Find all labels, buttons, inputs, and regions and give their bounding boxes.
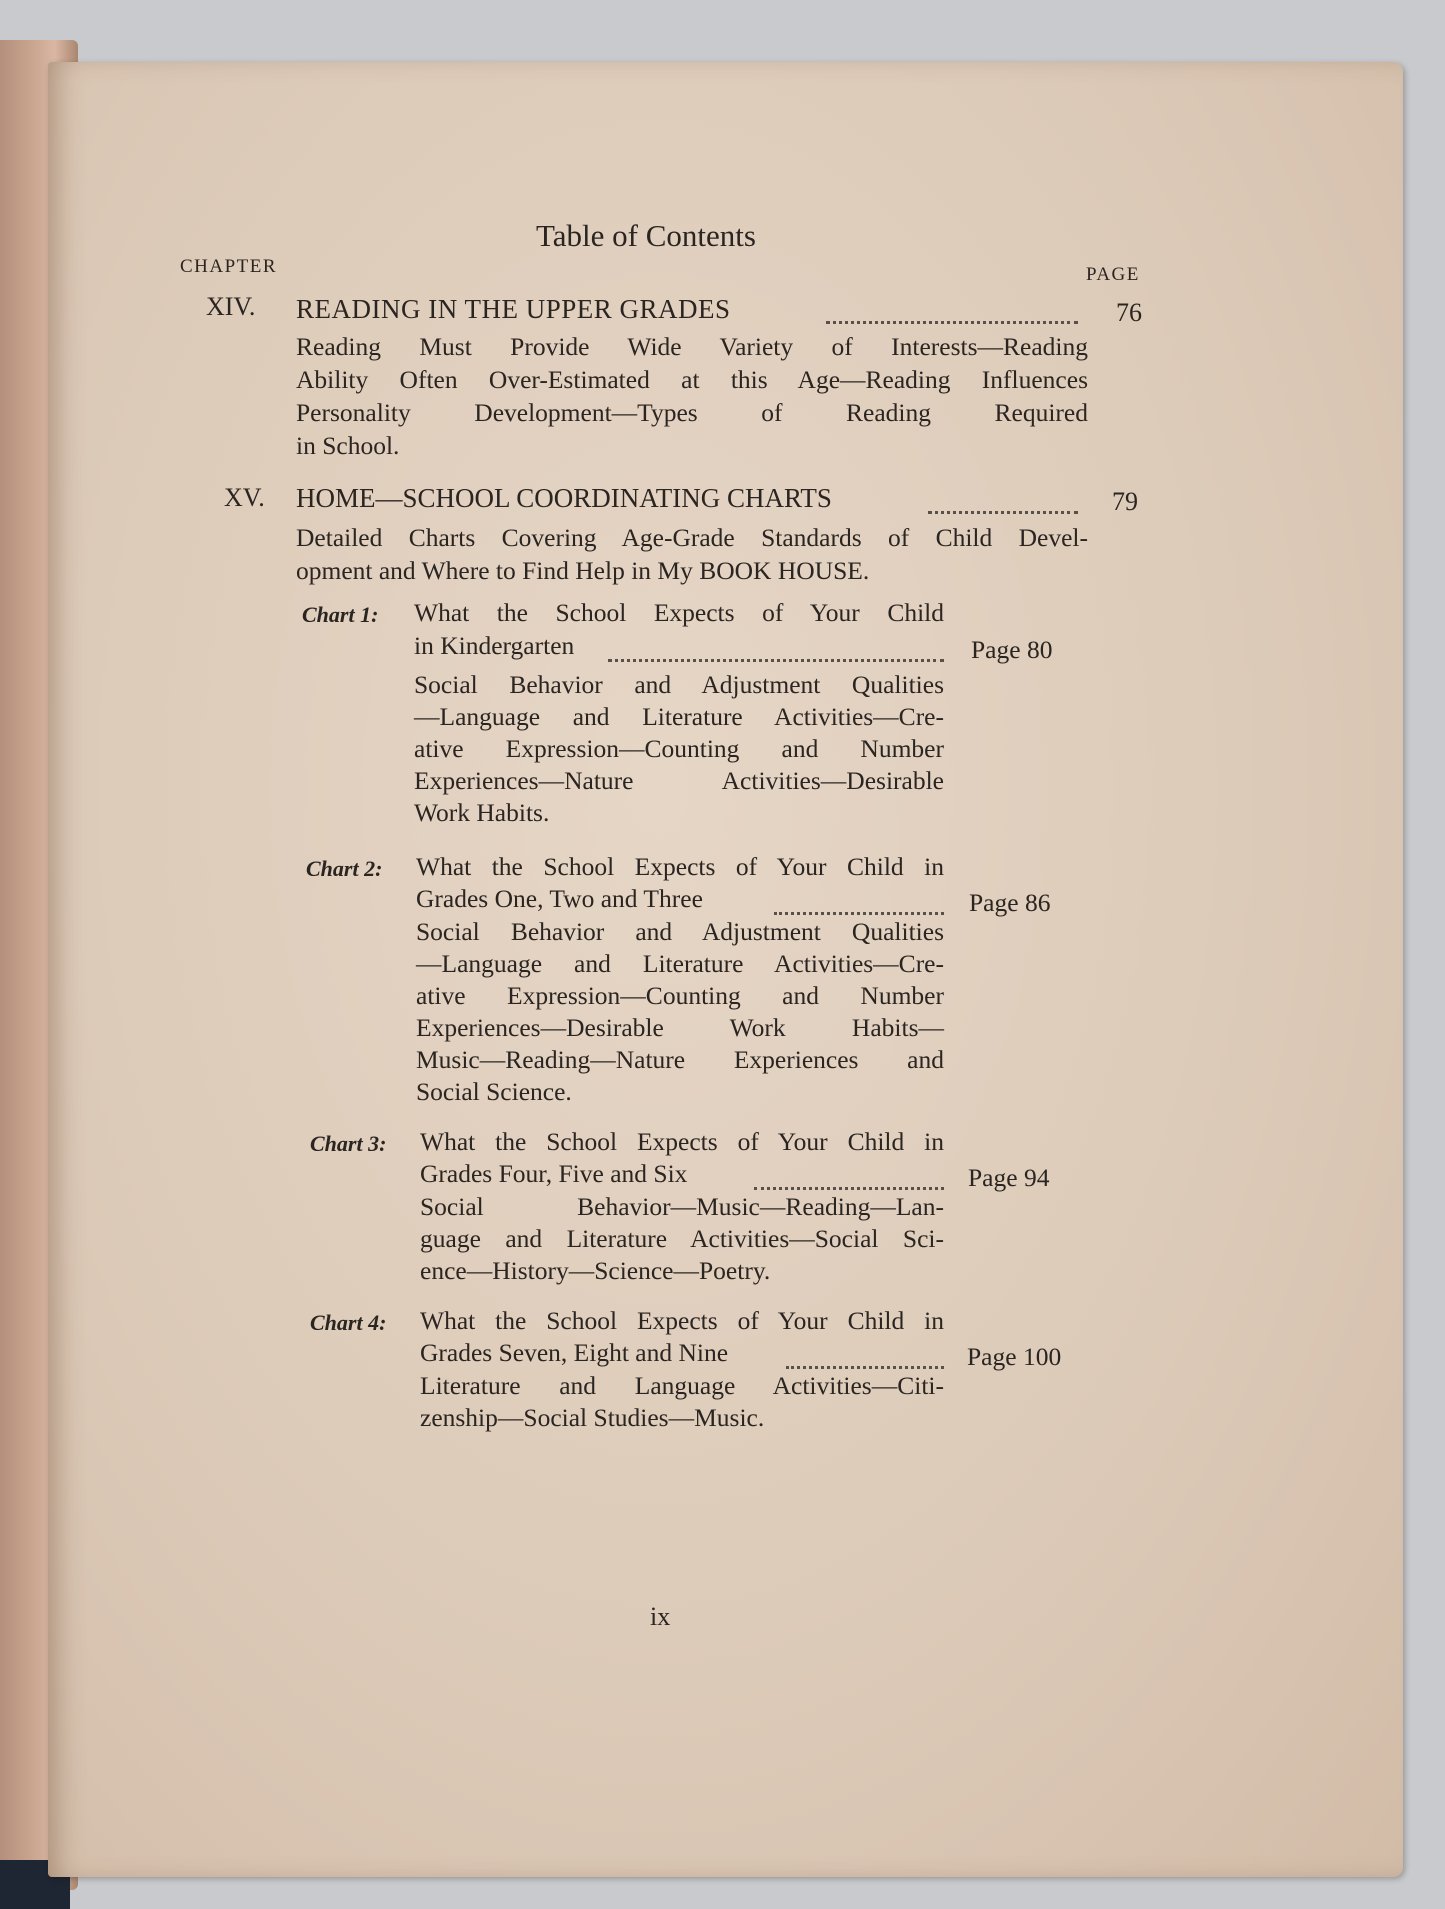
chart-title-line: Grades One, Two and Three [416,884,703,913]
chart-label: Chart 2: [306,856,383,881]
chart-description-line: —Language and Literature Activities—Cre- [416,949,944,978]
leader-dots [928,508,1078,514]
chart-page-number: Page 100 [967,1342,1062,1371]
chart-page-number: Page 80 [971,635,1053,664]
chart-title-line: What the School Expects of Your Child in [420,1306,944,1335]
page-folio: ix [650,1602,671,1631]
chart-title-line: Grades Four, Five and Six [420,1159,688,1188]
leader-dots [774,909,944,915]
book-page [48,62,1403,1877]
chart-title-line: What the School Expects of Your Child in [420,1127,944,1156]
chart-description-line: Social Science. [416,1077,572,1106]
chart-page-number: Page 94 [968,1163,1050,1192]
chapter-description-line: Personality Development—Types of Reading Required [296,398,1088,427]
leader-dots [826,318,1078,324]
chapter-title: READING IN THE UPPER GRADES [296,294,731,324]
chapter-column-label: CHAPTER [180,256,278,277]
chapter-description-line: opment and Where to Find Help in My BOOK HOUSE. [296,556,870,585]
chart-description-line: ative Expression—Counting and Number [414,734,944,763]
chart-description-line: guage and Literature Activities—Social Sci- [420,1224,944,1253]
page-column-label: PAGE [1086,264,1140,285]
leader-dots [754,1184,944,1190]
chart-description-line: zenship—Social Studies—Music. [420,1403,765,1432]
chart-description-line: Social Behavior and Adjustment Qualities [416,917,944,946]
chart-description-line: Music—Reading—Nature Experiences and [416,1045,944,1074]
chapter-numeral: XV. [224,483,265,512]
chart-description-line: Social Behavior—Music—Reading—Lan- [420,1192,944,1221]
leader-dots [786,1363,944,1369]
chart-label: Chart 4: [310,1310,387,1335]
chart-title-line: What the School Expects of Your Child in [416,852,944,881]
chart-label: Chart 3: [310,1131,387,1156]
chart-description-line: ence—History—Science—Poetry. [420,1256,771,1285]
chart-label: Chart 1: [302,602,379,627]
chapter-description-line: in School. [296,431,400,460]
chapter-description-line: Ability Often Over-Estimated at this Age—Reading Influences [296,365,1088,394]
chart-title-line: Grades Seven, Eight and Nine [420,1338,729,1367]
chart-description-line: Experiences—Nature Activities—Desirable [414,766,944,795]
chapter-description-line: Detailed Charts Covering Age-Grade Standards of Child Devel- [296,523,1088,552]
chart-description-line: Experiences—Desirable Work Habits— [416,1013,944,1042]
chart-page-number: Page 86 [969,888,1051,917]
chapter-numeral: XIV. [206,292,256,321]
page-title: Table of Contents [536,218,756,253]
chart-description-line: Literature and Language Activities—Citi- [420,1371,944,1400]
chapter-page-number: 79 [1112,487,1138,516]
chart-description-line: Work Habits. [414,798,550,827]
chapter-title: HOME—SCHOOL COORDINATING CHARTS [296,483,832,513]
chapter-page-number: 76 [1116,298,1142,327]
chart-title-line: What the School Expects of Your Child [414,598,944,627]
chart-title-line: in Kindergarten [414,631,575,660]
chart-description-line: —Language and Literature Activities—Cre- [414,702,944,731]
leader-dots [608,656,944,662]
chart-description-line: ative Expression—Counting and Number [416,981,944,1010]
chapter-description-line: Reading Must Provide Wide Variety of Interests—Reading [296,332,1088,361]
chart-description-line: Social Behavior and Adjustment Qualities [414,670,944,699]
